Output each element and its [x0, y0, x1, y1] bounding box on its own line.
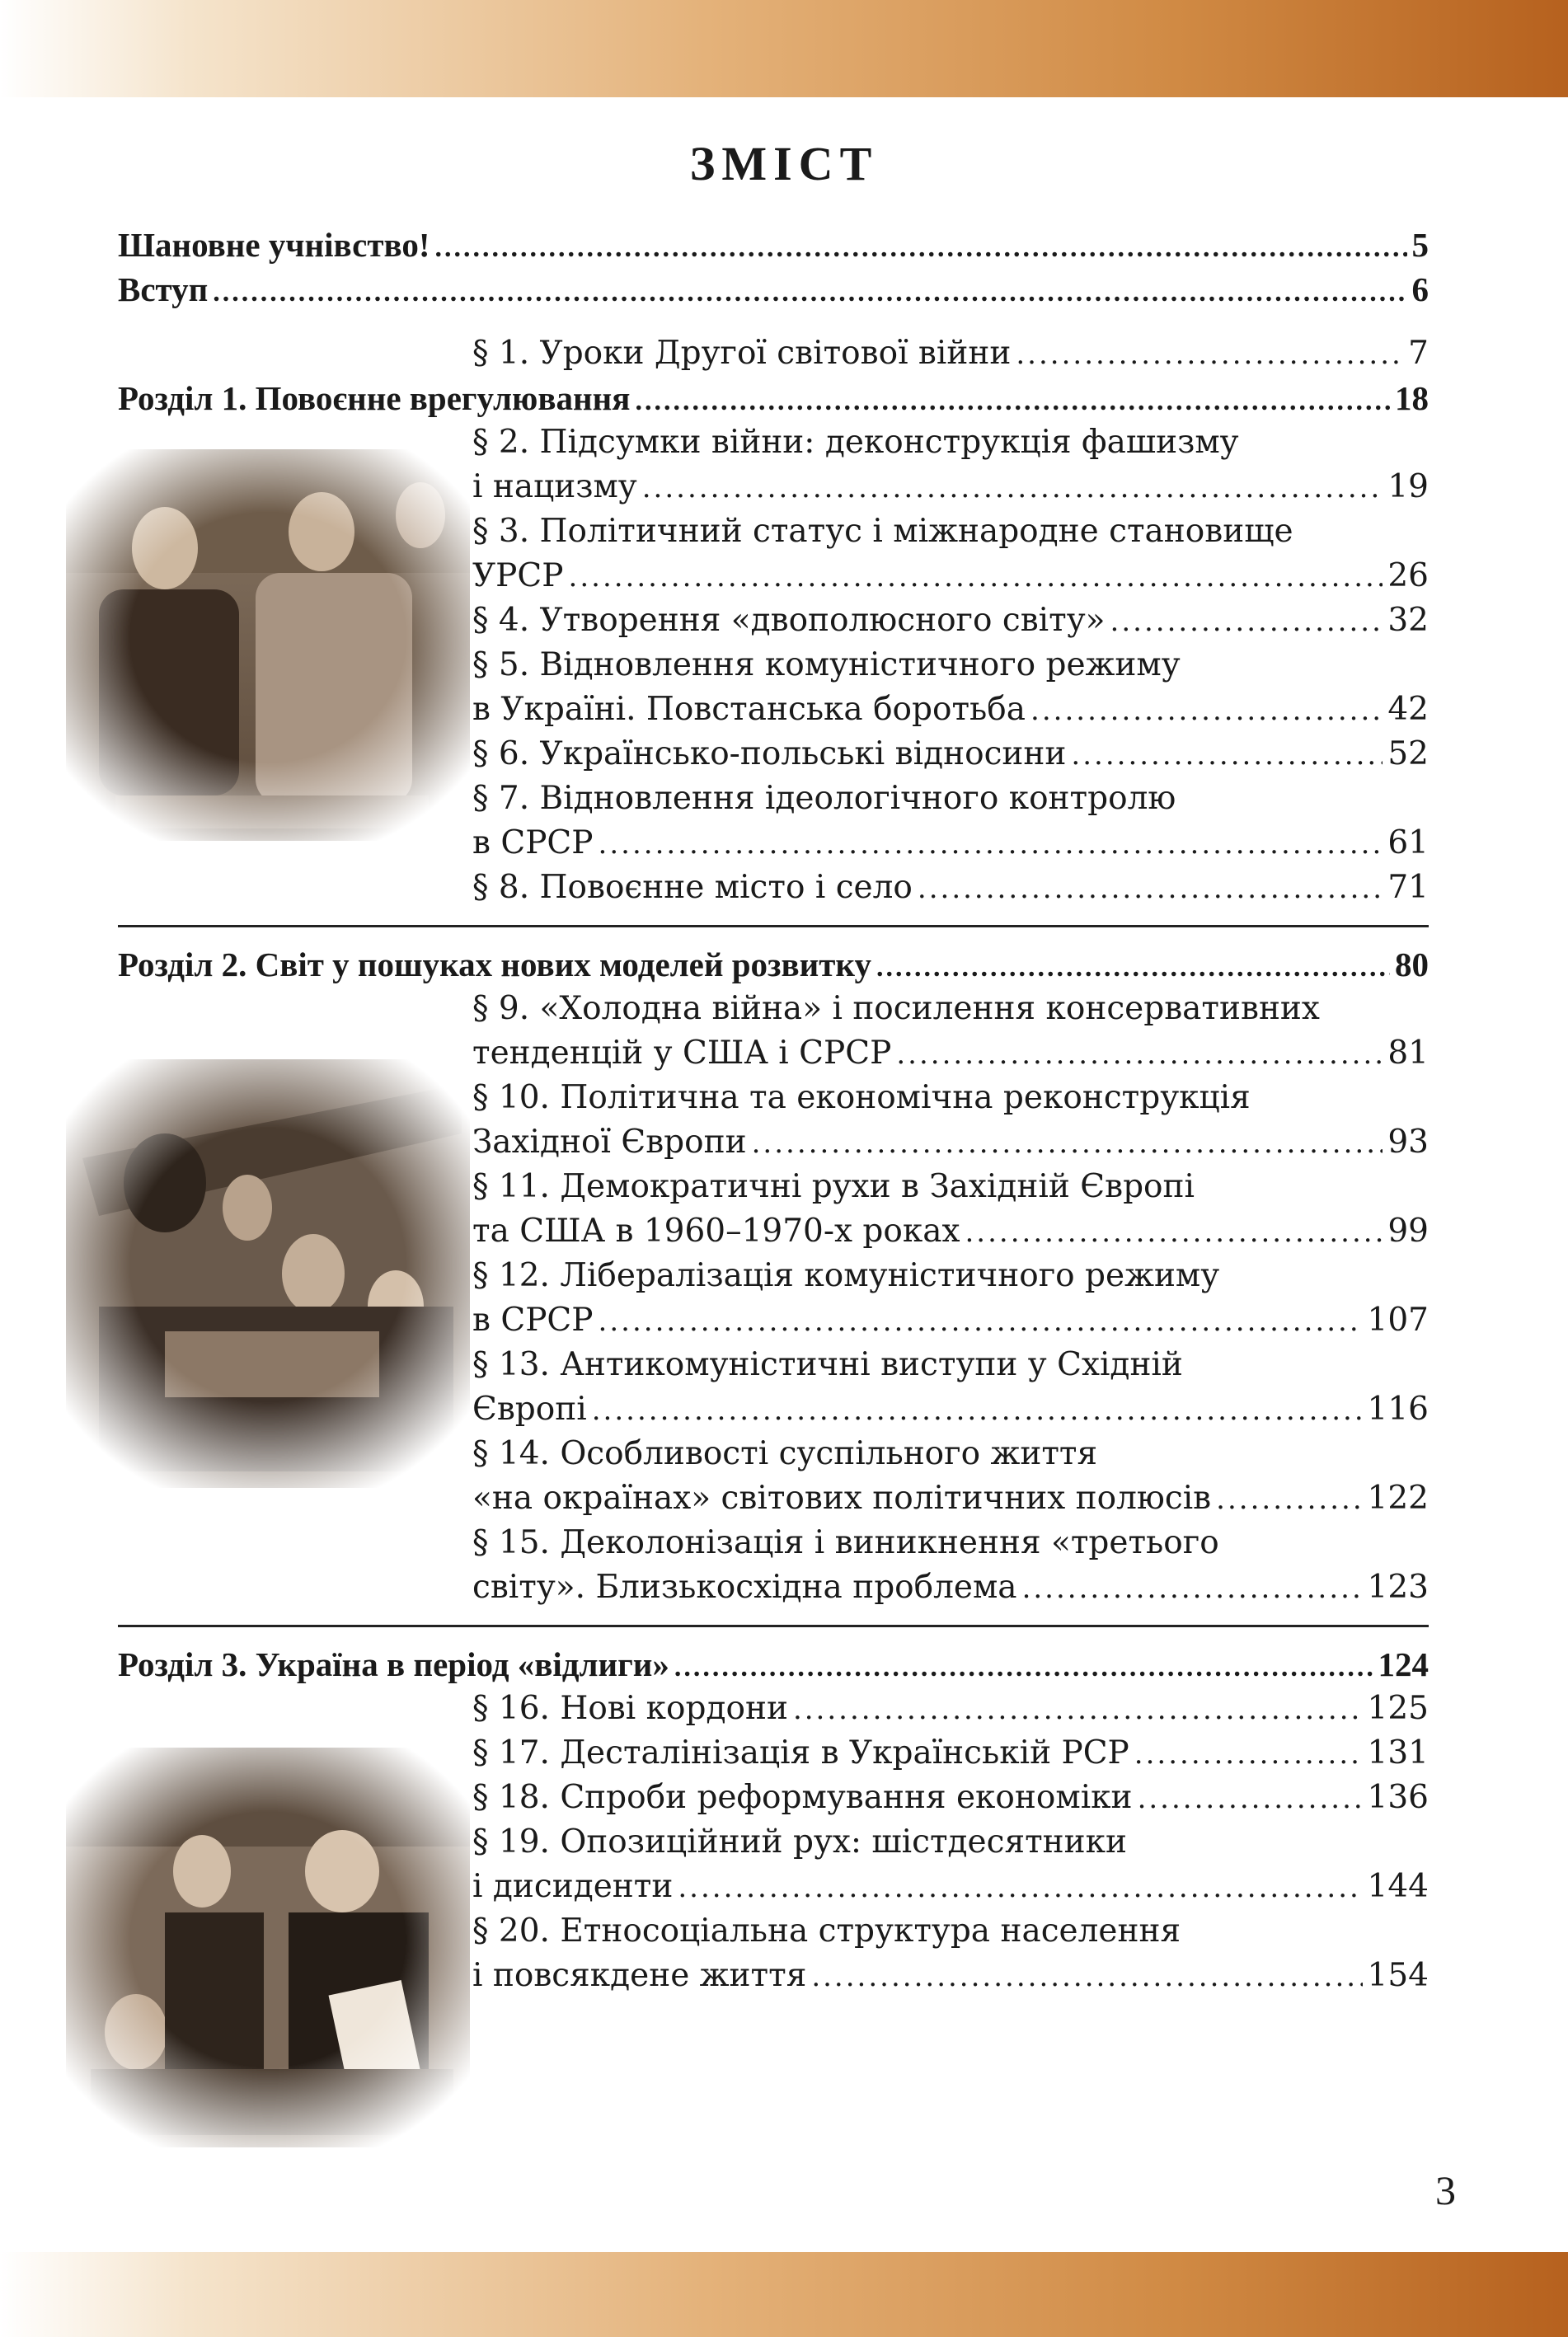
section-heading-2[interactable]: Розділ 2. Світ у пошуках нових моделей розвитку ..... 80: [118, 942, 1429, 987]
toc-entry-lesson-11[interactable]: та США в 1960–1970-х роках ..... 99: [472, 1209, 1429, 1254]
toc-entry-lesson-20-line1[interactable]: § 20. Етносоціальна структура населення: [472, 1912, 1181, 1950]
toc-entry-lesson-15[interactable]: світу». Близькосхідна проблема ..... 123: [472, 1565, 1429, 1610]
toc-entry-lesson-10-line1[interactable]: § 10. Політична та економічна реконструкція: [472, 1079, 1251, 1116]
toc-entry-lesson-6[interactable]: § 6. Українсько-польські відносини ..... 52: [472, 732, 1429, 777]
toc-entry-lesson-11-line1[interactable]: § 11. Демократичні рухи в Західній Європі: [472, 1168, 1195, 1205]
toc-entry-lesson-15-line1[interactable]: § 15. Деколонізація і виникнення «третього: [472, 1524, 1219, 1561]
top-decorative-band: [0, 0, 1568, 97]
toc-entry-lesson-14-line1[interactable]: § 14. Особливості суспільного життя: [472, 1435, 1098, 1472]
toc-entry-lesson-2-line1[interactable]: § 2. Підсумки війни: деконструкція фашизму: [472, 424, 1239, 461]
toc-entry-lesson-13[interactable]: Європі ..... 116: [472, 1387, 1429, 1432]
toc-entry-lesson-9-line1[interactable]: § 9. «Холодна війна» і посилення консервативних: [472, 990, 1320, 1027]
toc-entry-lesson-12-line1[interactable]: § 12. Лібералізація комуністичного режиму: [472, 1257, 1220, 1294]
toc-entry-lesson-17[interactable]: § 17. Десталінізація в Українській РСР ..... 131: [472, 1731, 1429, 1776]
toc-entry-lesson-3[interactable]: УРСР ..... 26: [472, 554, 1429, 598]
section-divider: [118, 1625, 1429, 1627]
toc-entry-lesson-7[interactable]: в СРСР ..... 61: [472, 821, 1429, 866]
toc-entry-lesson-2[interactable]: і нацизму ..... 19: [472, 465, 1429, 509]
toc-entry-lesson-16[interactable]: § 16. Нові кордони ..... 125: [472, 1687, 1429, 1731]
toc-entry-lesson-13-line1[interactable]: § 13. Антикомуністичні виступи у Східній: [472, 1346, 1183, 1383]
toc-entry-lesson-10[interactable]: Західної Європи ..... 93: [472, 1120, 1429, 1165]
section-heading-3[interactable]: Розділ 3. Україна в період «відлиги» ..... 124: [118, 1642, 1429, 1687]
bottom-decorative-band: [0, 2252, 1568, 2337]
toc-entry-lesson-4[interactable]: § 4. Утворення «двополюсного світу» ..... 32: [472, 598, 1429, 643]
toc-entry-lesson-12[interactable]: в СРСР ..... 107: [472, 1298, 1429, 1343]
toc-entry-lesson-8[interactable]: § 8. Повоєнне місто і село ..... 71: [472, 866, 1429, 910]
toc-entry-greeting[interactable]: Шановне учнівство! ..... 5: [118, 223, 1429, 267]
toc-entry-lesson-19[interactable]: і дисиденти ..... 144: [472, 1865, 1429, 1909]
toc-entry-lesson-5-line1[interactable]: § 5. Відновлення комуністичного режиму: [472, 646, 1181, 683]
toc-entry-lesson-1[interactable]: § 1. Уроки Другої світової війни ..... 7: [472, 331, 1429, 376]
page-title: ЗМІСТ: [689, 137, 879, 190]
toc-entry-lesson-9[interactable]: тенденцій у США і СРСР ..... 81: [472, 1031, 1429, 1076]
toc-entry-lesson-7-line1[interactable]: § 7. Відновлення ідеологічного контролю: [472, 780, 1176, 817]
table-of-contents: [118, 223, 1429, 1998]
toc-entry-lesson-3-line1[interactable]: § 3. Політичний статус і міжнародне становище: [472, 513, 1293, 550]
section-heading-1[interactable]: Розділ 1. Повоєнне врегулювання ..... 18: [118, 376, 1429, 420]
section-divider: [118, 925, 1429, 927]
toc-entry-lesson-5[interactable]: в Україні. Повстанська боротьба ..... 42: [472, 687, 1429, 732]
toc-entry-lesson-18[interactable]: § 18. Спроби реформування економіки ..... 136: [472, 1776, 1429, 1820]
toc-entry-introduction[interactable]: Вступ ..... 6: [118, 267, 1429, 312]
toc-entry-lesson-19-line1[interactable]: § 19. Опозиційний рух: шістдесятники: [472, 1823, 1128, 1861]
toc-entry-lesson-14[interactable]: «на окраїнах» світових політичних полюсів ..... 122: [472, 1476, 1429, 1521]
toc-entry-lesson-20[interactable]: і повсякдене життя ..... 154: [472, 1954, 1429, 1998]
page-number: 3: [1435, 2167, 1456, 2213]
